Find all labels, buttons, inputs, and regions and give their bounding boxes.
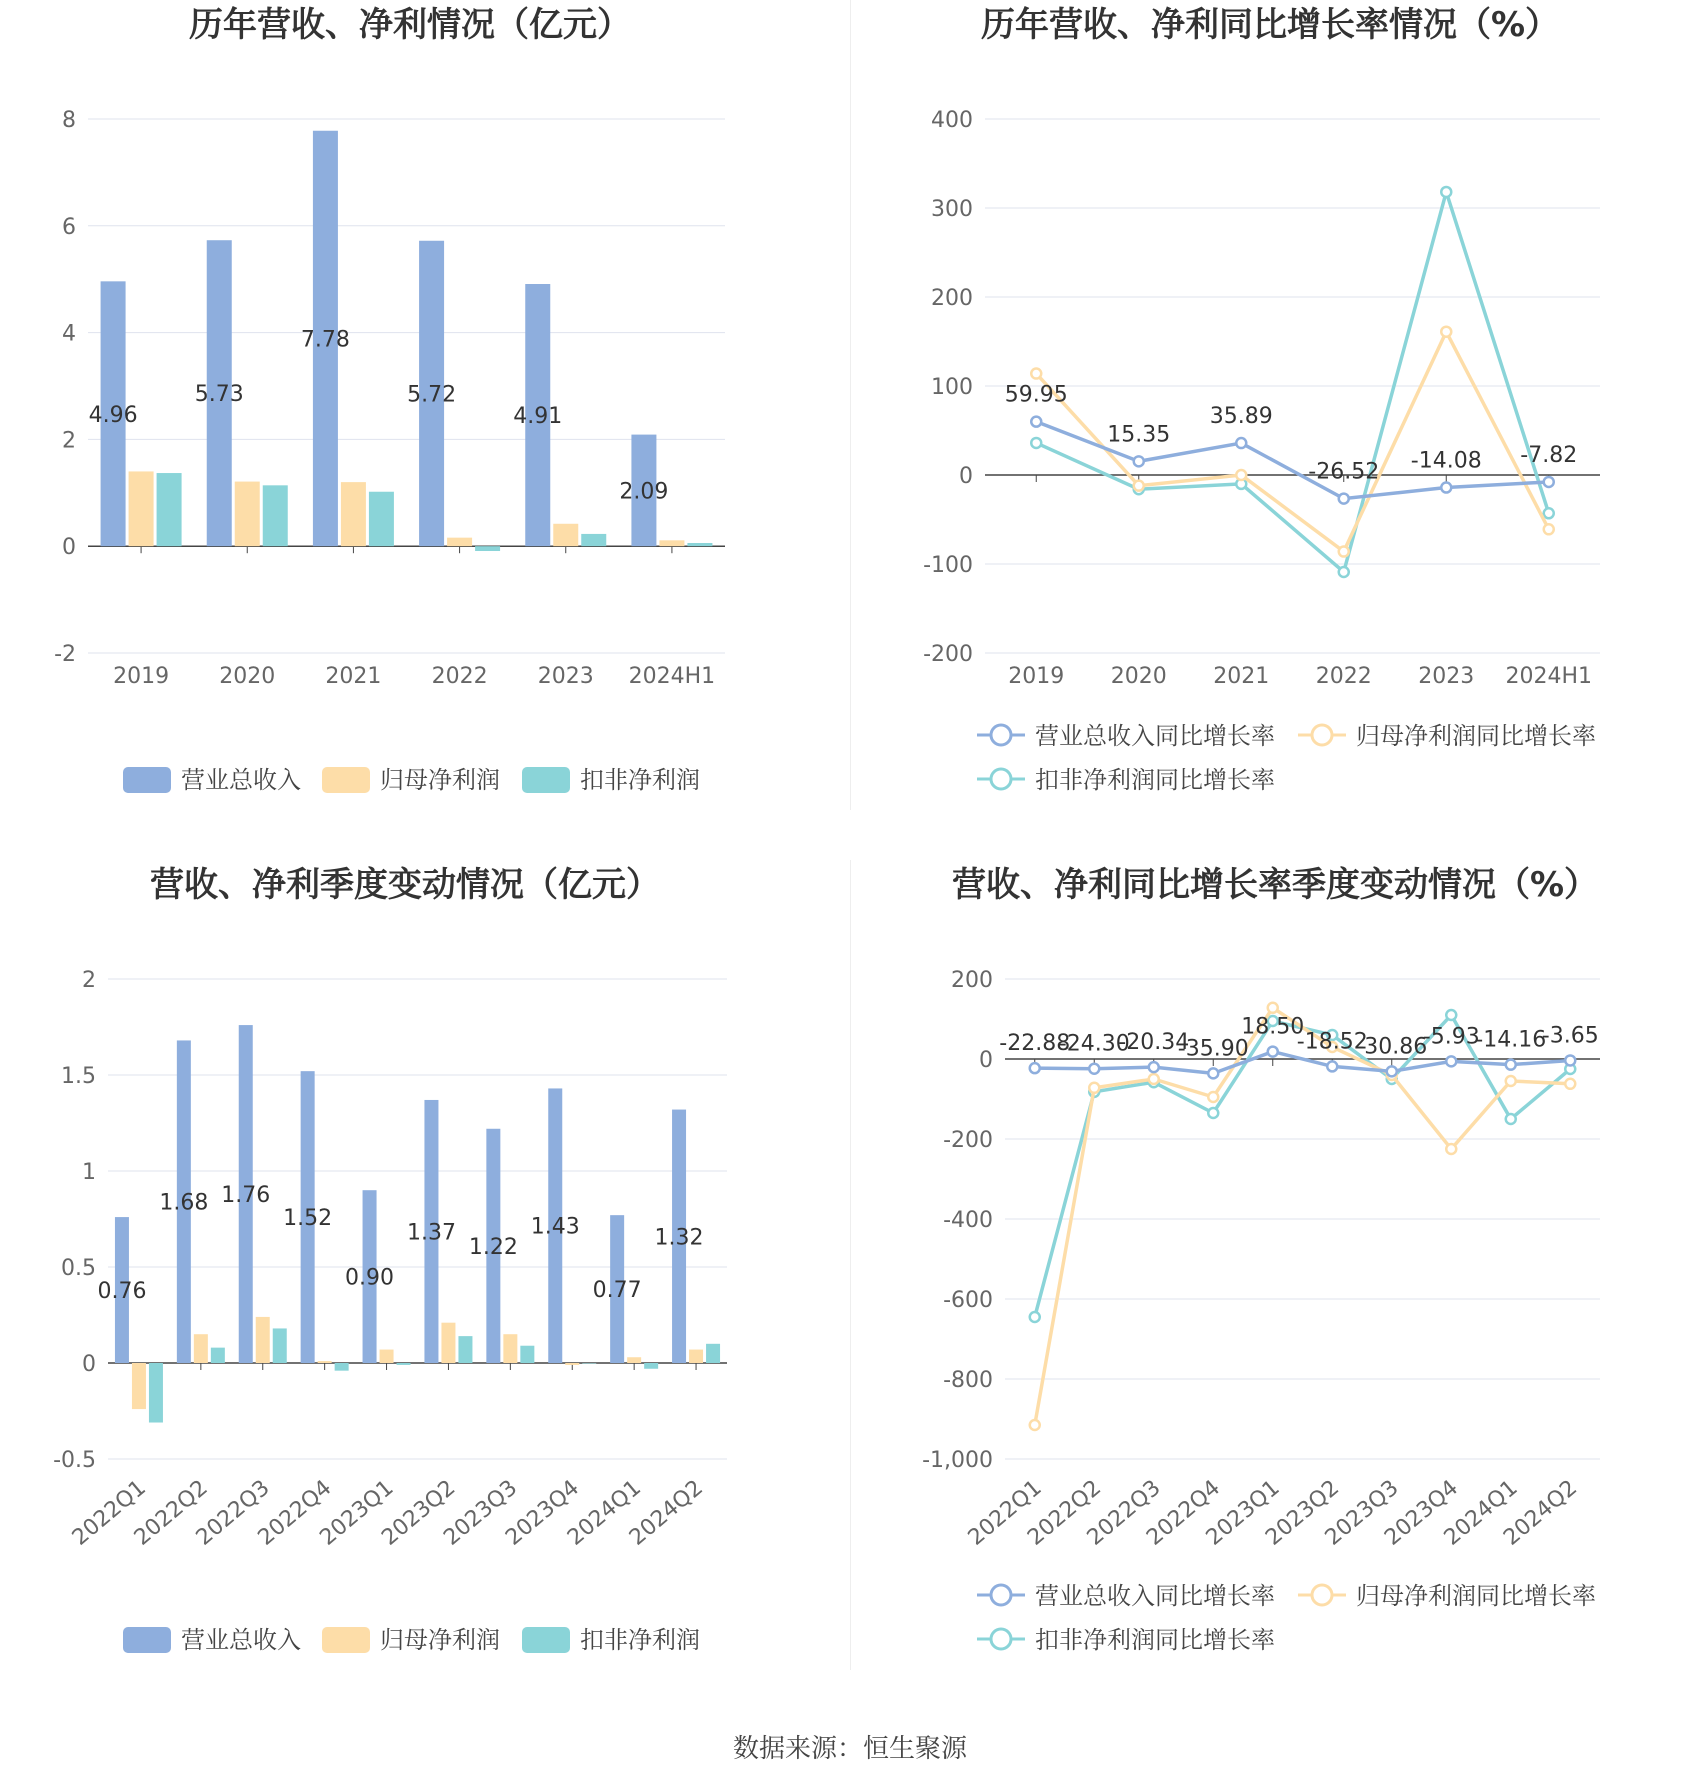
bar-value-label: 1.37: [406, 1220, 456, 1246]
bar-parent-profit: [503, 1334, 517, 1363]
bar-value-label: 1.76: [221, 1183, 271, 1209]
bar-value-label: 4.96: [88, 402, 138, 428]
x-tick-label: 2021: [325, 664, 382, 689]
y-tick-label: -0.5: [53, 1448, 96, 1473]
bar-deducted-profit: [706, 1344, 720, 1363]
series-point: [1149, 1062, 1159, 1072]
bar-deducted-profit: [149, 1363, 163, 1423]
legend-label: 营业总收入同比增长率: [1035, 1582, 1275, 1610]
x-tick-label: 2023Q3: [439, 1475, 523, 1551]
x-tick-label: 2024H1: [1505, 664, 1593, 689]
x-tick-label: 2022Q3: [1082, 1475, 1166, 1551]
line-value-label: -3.65: [1541, 1023, 1599, 1049]
legend-label: 归母净利润同比增长率: [1356, 1582, 1596, 1610]
series-point: [1506, 1060, 1516, 1070]
series-point: [1149, 1074, 1159, 1084]
line-value-label: 35.89: [1209, 404, 1273, 430]
y-tick-label: 0: [959, 464, 973, 489]
y-tick-label: 1: [82, 1160, 96, 1185]
x-tick-label: 2022Q3: [191, 1475, 275, 1551]
annual-revenue-profit-chart: [0, 0, 850, 810]
y-tick-label: -600: [943, 1288, 993, 1313]
y-tick-label: 0: [82, 1352, 96, 1377]
series-point: [1506, 1076, 1516, 1086]
y-tick-label: 0: [62, 535, 76, 561]
quarterly-growth-rate-chart: [850, 860, 1700, 1730]
legend-swatch-marker: [1312, 725, 1332, 745]
legend-swatch-marker: [1312, 1585, 1332, 1605]
x-tick-label: 2022Q1: [67, 1475, 151, 1551]
line-value-label: -26.52: [1308, 459, 1380, 485]
bar-deducted-profit: [475, 546, 500, 551]
legend-swatch: [322, 1627, 370, 1653]
y-tick-label: -400: [943, 1208, 993, 1233]
series-line-1: [1035, 1008, 1571, 1425]
series-point: [1446, 1010, 1456, 1020]
line-value-label: -30.86: [1356, 1034, 1428, 1060]
series-point: [1327, 1061, 1337, 1071]
line-value-label: -35.90: [1177, 1036, 1249, 1062]
x-tick-label: 2023Q2: [377, 1475, 461, 1551]
line-value-label: -5.93: [1422, 1024, 1480, 1050]
bar-parent-profit: [318, 1361, 332, 1363]
series-point: [1441, 327, 1451, 337]
x-tick-label: 2022Q2: [1023, 1475, 1107, 1551]
line-value-label: 18.50: [1241, 1014, 1305, 1040]
x-tick-label: 2023Q4: [501, 1475, 585, 1551]
bar-value-label: 0.76: [97, 1279, 147, 1305]
bar-value-label: 1.22: [468, 1234, 518, 1260]
bar-deducted-profit: [211, 1348, 225, 1363]
chart-title: 营收、净利季度变动情况（亿元）: [150, 865, 660, 905]
x-tick-label: 2023Q1: [1201, 1475, 1285, 1551]
y-tick-label: 2: [82, 968, 96, 993]
series-point: [1031, 417, 1041, 427]
bar-value-label: 5.73: [194, 382, 244, 408]
series-point: [1031, 369, 1041, 379]
y-tick-label: 1.5: [61, 1064, 96, 1089]
bar-deducted-profit: [458, 1336, 472, 1363]
y-tick-label: -800: [943, 1368, 993, 1393]
series-point: [1268, 1047, 1278, 1057]
bar-deducted-profit: [581, 534, 606, 546]
legend-swatch-marker: [991, 1629, 1011, 1649]
legend-swatch-marker: [991, 725, 1011, 745]
x-tick-label: 2023Q4: [1380, 1475, 1464, 1551]
bar-parent-profit: [256, 1317, 270, 1363]
series-point: [1134, 481, 1144, 491]
legend-swatch: [522, 1627, 570, 1653]
line-value-label: -14.08: [1410, 448, 1482, 474]
bar-value-label: 2.09: [619, 479, 669, 505]
series-point: [1208, 1108, 1218, 1118]
legend-label: 扣非净利润: [580, 766, 700, 794]
series-point: [1030, 1420, 1040, 1430]
bar-value-label: 1.52: [283, 1206, 333, 1232]
series-point: [1030, 1063, 1040, 1073]
bar-parent-profit: [235, 482, 260, 547]
x-tick-label: 2022Q2: [129, 1475, 213, 1551]
y-tick-label: 400: [931, 108, 973, 133]
y-tick-label: 0: [979, 1048, 993, 1073]
x-tick-label: 2019: [113, 664, 170, 689]
line-value-label: -20.34: [1118, 1030, 1190, 1056]
bar-value-label: 1.32: [654, 1225, 704, 1251]
bar-parent-profit: [132, 1363, 146, 1409]
quarterly-revenue-profit-chart: [0, 860, 850, 1730]
legend-swatch: [522, 767, 570, 793]
bar-value-label: 7.78: [300, 327, 350, 353]
bar-parent-profit: [380, 1350, 394, 1363]
bar-deducted-profit: [369, 492, 394, 546]
series-point: [1339, 494, 1349, 504]
bar-deducted-profit: [582, 1363, 596, 1364]
bar-deducted-profit: [157, 473, 182, 546]
y-tick-label: 300: [931, 197, 973, 222]
series-point: [1446, 1144, 1456, 1154]
x-tick-label: 2022: [1315, 664, 1372, 689]
legend-swatch-marker: [991, 1585, 1011, 1605]
series-point: [1134, 456, 1144, 466]
line-value-label: 59.95: [1004, 382, 1068, 408]
legend-label: 归母净利润同比增长率: [1356, 722, 1596, 750]
y-tick-label: -200: [923, 642, 973, 667]
x-tick-label: 2021: [1213, 664, 1270, 689]
legend-label: 营业总收入: [181, 766, 301, 794]
y-tick-label: 100: [931, 375, 973, 400]
y-tick-label: -1,000: [922, 1448, 993, 1473]
divider-vertical-bottom: [850, 860, 851, 1670]
series-point: [1506, 1114, 1516, 1124]
line-value-label: -14.16: [1475, 1027, 1547, 1053]
line-value-label: -24.30: [1058, 1031, 1130, 1057]
bar-parent-profit: [194, 1334, 208, 1363]
x-tick-label: 2023: [537, 664, 594, 689]
x-tick-label: 2024Q1: [1439, 1475, 1523, 1551]
bar-parent-profit: [565, 1363, 579, 1365]
x-tick-label: 2022Q4: [1142, 1475, 1226, 1551]
x-tick-label: 2022: [431, 664, 488, 689]
series-point: [1339, 567, 1349, 577]
y-tick-label: -200: [943, 1128, 993, 1153]
y-tick-label: 0.5: [61, 1256, 96, 1281]
divider-vertical-top: [850, 0, 851, 810]
series-point: [1441, 187, 1451, 197]
x-tick-label: 2024Q2: [624, 1475, 708, 1551]
y-tick-label: -100: [923, 553, 973, 578]
chart-title: 历年营收、净利情况（亿元）: [189, 5, 631, 45]
series-point: [1446, 1056, 1456, 1066]
series-point: [1208, 1092, 1218, 1102]
bar-parent-profit: [553, 524, 578, 546]
bar-deducted-profit: [273, 1328, 287, 1363]
series-point: [1089, 1083, 1099, 1093]
y-tick-label: -2: [54, 642, 76, 667]
legend-swatch: [322, 767, 370, 793]
series-point: [1339, 547, 1349, 557]
x-tick-label: 2023Q3: [1320, 1475, 1404, 1551]
chart-title: 营收、净利同比增长率季度变动情况（%）: [951, 865, 1599, 905]
legend-label: 扣非净利润: [580, 1626, 700, 1654]
bar-parent-profit: [341, 482, 366, 546]
series-point: [1544, 508, 1554, 518]
series-point: [1565, 1079, 1575, 1089]
bar-deducted-profit: [644, 1363, 658, 1369]
series-point: [1089, 1064, 1099, 1074]
series-point: [1030, 1312, 1040, 1322]
x-tick-label: 2019: [1008, 664, 1065, 689]
y-tick-label: 200: [931, 286, 973, 311]
y-tick-label: 6: [62, 214, 76, 240]
bar-value-label: 5.72: [407, 382, 457, 408]
series-point: [1031, 438, 1041, 448]
legend-label: 扣非净利润同比增长率: [1035, 766, 1275, 794]
x-tick-label: 2020: [219, 664, 276, 689]
line-value-label: -7.82: [1520, 442, 1578, 468]
bar-parent-profit: [441, 1323, 455, 1363]
series-point: [1441, 483, 1451, 493]
series-point: [1544, 524, 1554, 534]
series-point: [1387, 1066, 1397, 1076]
x-tick-label: 2022Q1: [963, 1475, 1047, 1551]
line-value-label: -18.52: [1296, 1029, 1368, 1055]
bar-value-label: 1.68: [159, 1190, 209, 1216]
line-value-label: -22.88: [999, 1031, 1071, 1057]
legend-swatch: [123, 1627, 171, 1653]
x-tick-label: 2023Q1: [315, 1475, 399, 1551]
legend-label: 营业总收入同比增长率: [1035, 722, 1275, 750]
x-tick-label: 2024Q2: [1499, 1475, 1583, 1551]
bar-parent-profit: [129, 471, 154, 546]
bar-parent-profit: [447, 538, 472, 547]
bar-value-label: 0.77: [592, 1278, 642, 1304]
bar-deducted-profit: [335, 1363, 349, 1371]
x-tick-label: 2022Q4: [253, 1475, 337, 1551]
y-tick-label: 8: [62, 108, 76, 133]
legend-label: 归母净利润: [380, 766, 500, 794]
bar-deducted-profit: [263, 485, 288, 546]
bar-value-label: 4.91: [513, 404, 563, 430]
line-value-label: 15.35: [1107, 422, 1171, 448]
y-tick-label: 2: [62, 428, 76, 454]
x-tick-label: 2023: [1418, 664, 1475, 689]
x-tick-label: 2020: [1110, 664, 1167, 689]
bar-value-label: 1.43: [530, 1214, 580, 1240]
series-point: [1268, 1003, 1278, 1013]
chart-title: 历年营收、净利同比增长率情况（%）: [980, 5, 1560, 45]
legend-swatch-marker: [991, 769, 1011, 789]
y-tick-label: 200: [951, 968, 993, 993]
bar-parent-profit: [627, 1357, 641, 1363]
bar-deducted-profit: [520, 1346, 534, 1363]
y-tick-label: 4: [62, 321, 76, 347]
x-tick-label: 2023Q2: [1261, 1475, 1345, 1551]
series-point: [1208, 1068, 1218, 1078]
bar-deducted-profit: [397, 1363, 411, 1365]
bar-deducted-profit: [687, 543, 712, 546]
legend-label: 营业总收入: [181, 1626, 301, 1654]
series-point: [1236, 438, 1246, 448]
legend-label: 归母净利润: [380, 1626, 500, 1654]
data-source-label: 数据来源：恒生聚源: [732, 1734, 967, 1764]
x-tick-label: 2024Q1: [563, 1475, 647, 1551]
legend-label: 扣非净利润同比增长率: [1035, 1626, 1275, 1654]
bar-parent-profit: [689, 1350, 703, 1363]
bar-parent-profit: [659, 540, 684, 546]
legend-swatch: [123, 767, 171, 793]
series-point: [1544, 477, 1554, 487]
annual-growth-rate-chart: [850, 0, 1700, 810]
series-point: [1236, 470, 1246, 480]
x-tick-label: 2024H1: [628, 664, 716, 689]
series-point: [1565, 1055, 1575, 1065]
bar-value-label: 0.90: [345, 1265, 395, 1291]
